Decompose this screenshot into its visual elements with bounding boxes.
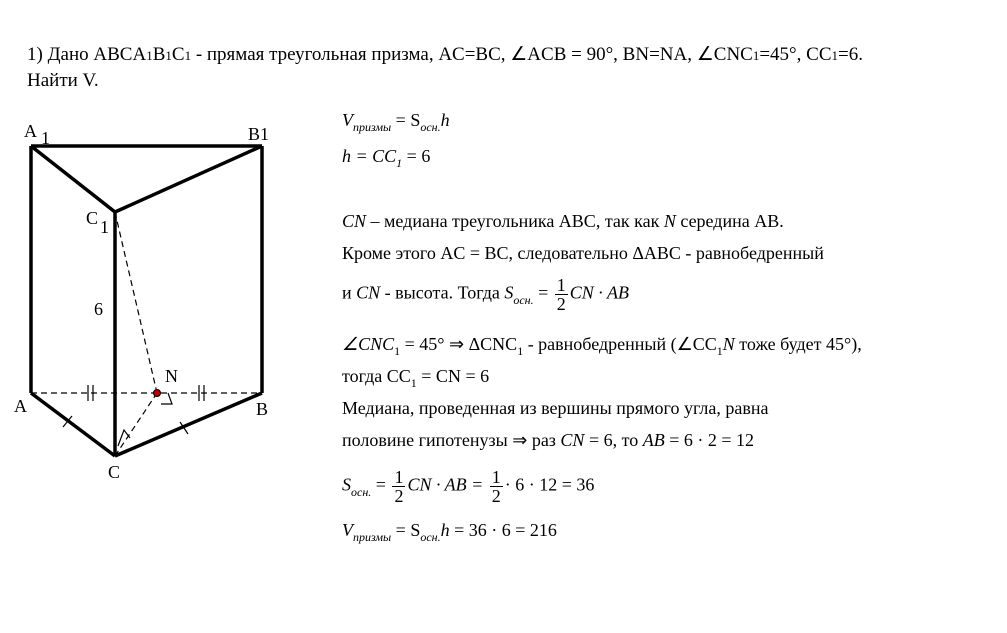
text: - равнобедренный (∠CC bbox=[523, 334, 717, 354]
math: AB bbox=[642, 430, 665, 450]
text: середина AB. bbox=[675, 211, 784, 231]
edge-a1c1 bbox=[31, 146, 115, 212]
denominator: 2 bbox=[556, 294, 566, 314]
math: V bbox=[342, 520, 353, 540]
label-sub: 1 bbox=[41, 128, 50, 148]
sub: 1 bbox=[165, 48, 172, 63]
formula-height bbox=[342, 146, 431, 170]
sub: 1 bbox=[752, 48, 760, 63]
label-letter: A bbox=[24, 121, 37, 141]
problem-text: C bbox=[171, 44, 185, 65]
label-b: B bbox=[256, 399, 269, 419]
math: CN · AB = bbox=[407, 474, 488, 495]
problem-line-2: Найти V. bbox=[27, 70, 99, 91]
math: h bbox=[440, 520, 450, 540]
numerator: 1 bbox=[556, 275, 566, 295]
edge-ac bbox=[31, 393, 115, 456]
text: – медиана треугольника ABC, так как bbox=[366, 211, 664, 231]
math-sub: 1 bbox=[410, 376, 417, 390]
solution-line-area bbox=[342, 276, 629, 313]
label-a1 bbox=[24, 121, 50, 148]
text: = 6, то bbox=[584, 430, 643, 450]
edge-cb bbox=[115, 393, 262, 456]
label-c: C bbox=[108, 462, 121, 482]
problem-text: B bbox=[152, 44, 166, 65]
sub: 1 bbox=[146, 48, 153, 63]
math: = bbox=[371, 474, 391, 495]
formula-base-area bbox=[342, 468, 594, 505]
math: N bbox=[722, 334, 735, 354]
solution-line-median-rule: Медиана, проведенная из вершины прямого угла, равна bbox=[342, 398, 769, 418]
math-sub: осн. bbox=[420, 530, 441, 544]
text: = CN = 6 bbox=[416, 366, 490, 386]
math: CN bbox=[560, 430, 585, 450]
point-n bbox=[154, 390, 161, 397]
right-angle-n bbox=[161, 393, 172, 404]
math: h = CC bbox=[342, 146, 397, 166]
label-edge-length: 6 bbox=[94, 299, 103, 319]
solution-line-cc1 bbox=[342, 366, 490, 390]
math: CN · AB bbox=[569, 282, 629, 303]
math: ∠CNC bbox=[342, 334, 395, 354]
formula-volume bbox=[342, 110, 450, 134]
math-sub: 1 bbox=[716, 344, 723, 358]
math: = 6 bbox=[402, 146, 431, 166]
label-letter: C bbox=[86, 208, 99, 228]
math: CN bbox=[342, 211, 367, 231]
denominator: 2 bbox=[491, 486, 501, 506]
math: CN bbox=[356, 282, 381, 303]
formula-final-volume bbox=[342, 520, 557, 544]
label-c1 bbox=[86, 208, 110, 237]
label-n: N bbox=[165, 366, 178, 386]
solution-line-angle bbox=[342, 334, 862, 358]
math-sub: 1 bbox=[517, 344, 524, 358]
math: N bbox=[663, 211, 676, 231]
problem-text: =45°, CC bbox=[759, 44, 832, 65]
fraction bbox=[392, 468, 405, 505]
solution-line-isosceles: Кроме этого AC = BC, следовательно ΔABC - равнобедренный bbox=[342, 243, 824, 263]
solution-line-median bbox=[342, 211, 784, 232]
segment-c1n bbox=[115, 212, 157, 393]
problem-text: - прямая треугольная призма, AC=BC, ∠ACB = 90°, BN=NA, ∠CNC bbox=[191, 44, 753, 65]
math: = bbox=[533, 282, 553, 303]
math-sub: призмы bbox=[353, 120, 392, 134]
label-b1: B1 bbox=[248, 124, 270, 144]
sub: 1 bbox=[184, 48, 192, 63]
numerator: 1 bbox=[394, 467, 404, 487]
math-sub: 1 bbox=[396, 156, 403, 170]
denominator: 2 bbox=[394, 486, 404, 506]
text: половине гипотенузы ⇒ раз bbox=[342, 430, 561, 450]
label-a: A bbox=[14, 396, 27, 416]
text: и bbox=[342, 282, 357, 303]
math-sub: осн. bbox=[420, 120, 441, 134]
problem-text: 1) Дано ABCA bbox=[27, 44, 147, 65]
text: тоже будет 45°), bbox=[734, 334, 862, 354]
math: = 45° ⇒ ΔCNC bbox=[400, 334, 518, 354]
math: h bbox=[440, 110, 450, 130]
math: · 6 · 12 = 36 bbox=[504, 474, 595, 495]
label-sub: 1 bbox=[100, 217, 110, 237]
math-sub: осн. bbox=[351, 484, 372, 499]
math-sub: призмы bbox=[353, 530, 392, 544]
fraction bbox=[490, 468, 503, 505]
numerator: 1 bbox=[491, 467, 501, 487]
edge-c1b1 bbox=[115, 146, 262, 212]
text: тогда CC bbox=[342, 366, 411, 386]
math: = S bbox=[391, 520, 421, 540]
fraction bbox=[555, 276, 568, 313]
math: V bbox=[342, 110, 353, 130]
solution-line-hypotenuse bbox=[342, 430, 754, 451]
right-angle-c bbox=[118, 430, 130, 446]
math: = S bbox=[391, 110, 421, 130]
math: S bbox=[342, 474, 351, 495]
text: - высота. Тогда bbox=[380, 282, 505, 303]
problem-text: =6. bbox=[838, 44, 863, 65]
math: S bbox=[504, 282, 514, 303]
math-sub: 1 bbox=[394, 344, 401, 358]
math-sub: осн. bbox=[513, 292, 534, 307]
sub: 1 bbox=[831, 48, 839, 63]
math: = 36 · 6 = 216 bbox=[449, 520, 557, 540]
text: = 6 · 2 = 12 bbox=[664, 430, 755, 450]
